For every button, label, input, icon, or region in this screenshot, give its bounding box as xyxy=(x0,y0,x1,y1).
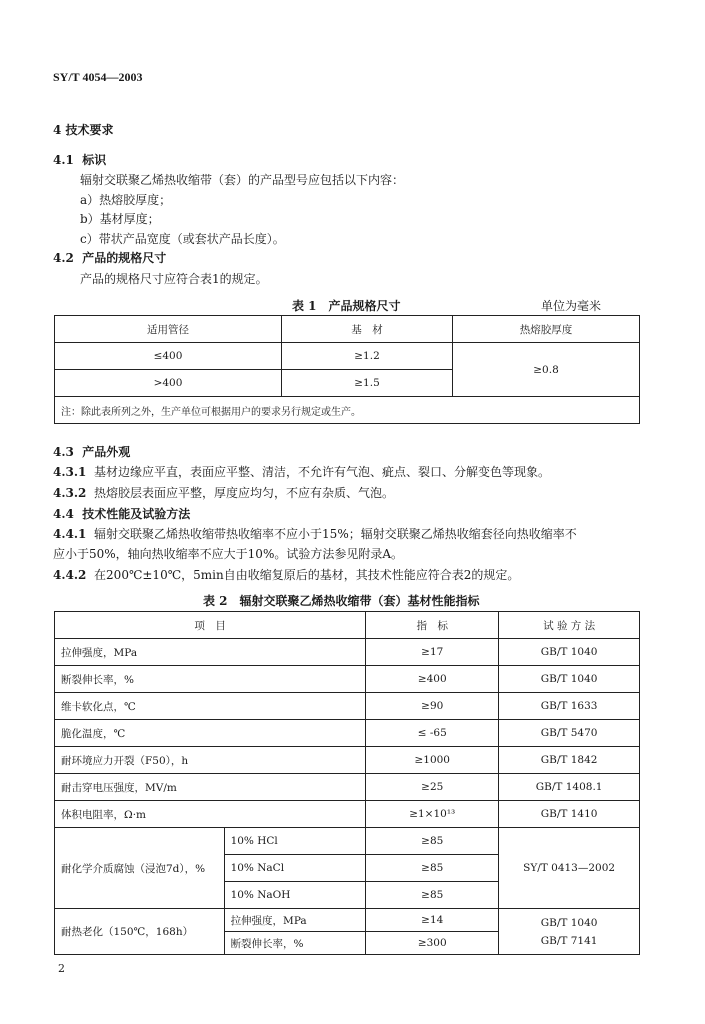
table1-note: 注：除此表所列之外，生产单位可根据用户的要求另行规定或生产。 xyxy=(55,397,640,424)
table-header: 适用管径 xyxy=(55,316,282,343)
table-cell: ≥14 xyxy=(366,909,499,932)
table-cell: ≥17 xyxy=(366,639,499,666)
table-cell: ≥90 xyxy=(366,693,499,720)
section-title: 产品的规格尺寸 xyxy=(82,251,167,265)
paragraph-4-4-1-cont: 应小于50%，轴向热收缩率不应大于10%。试验方法参见附录A。 xyxy=(53,547,404,561)
table-cell: 体积电阻率，Ω·m xyxy=(55,801,366,828)
table-cell: 耐击穿电压强度，MV/m xyxy=(55,774,366,801)
table-header: 基 材 xyxy=(282,316,453,343)
table-cell: ≥1×10¹³ xyxy=(366,801,499,828)
table-cell: ≥85 xyxy=(366,855,499,882)
table-cell: 脆化温度，℃ xyxy=(55,720,366,747)
table-cell: GB/T 1408.1 xyxy=(499,774,640,801)
section-4-title: 4 技术要求 xyxy=(53,123,114,137)
section-number: 4.2 xyxy=(53,251,74,265)
table1-unit: 单位为毫米 xyxy=(541,299,602,313)
section-title: 技术性能及试验方法 xyxy=(82,507,191,521)
table-header: 项 目 xyxy=(55,612,366,639)
table-cell: >400 xyxy=(55,370,282,397)
table-cell: ≥1.5 xyxy=(282,370,453,397)
table-cell: ≤400 xyxy=(55,343,282,370)
table-cell: GB/T 1410 xyxy=(499,801,640,828)
table1-caption: 表 1 产品规格尺寸 xyxy=(292,299,401,313)
paragraph-4-3-2 xyxy=(53,484,394,501)
list-item: a）热熔胶厚度； xyxy=(80,193,172,207)
section-number: 4.4 xyxy=(53,507,74,521)
method-line: GB/T 1040 xyxy=(540,916,598,929)
method-line: GB/T 7141 xyxy=(540,934,598,947)
section-title: 标识 xyxy=(82,153,107,167)
table-cell: 断裂伸长率，% xyxy=(55,666,366,693)
section-4-2-heading xyxy=(53,249,166,266)
table-cell: GB/T 1040 xyxy=(499,666,640,693)
section-4-1-heading xyxy=(53,151,106,168)
page-number: 2 xyxy=(58,962,65,975)
paragraph-4-4-2 xyxy=(53,566,519,583)
list-item: b）基材厚度； xyxy=(80,212,160,226)
table-cell: 10% NaCl xyxy=(224,855,366,882)
section-4-2-text: 产品的规格尺寸应符合表1的规定。 xyxy=(80,272,268,286)
table-cell: ≥400 xyxy=(366,666,499,693)
table-cell: 拉伸强度，MPa xyxy=(55,639,366,666)
table-cell: 拉伸强度，MPa xyxy=(224,909,366,932)
paragraph-text: 热熔胶层表面应平整，厚度应均匀，不应有杂质、气泡。 xyxy=(94,486,395,500)
doc-id: SY/T 4054—2003 xyxy=(53,70,143,84)
table-cell: GB/T 1633 xyxy=(499,693,640,720)
table-header: 指 标 xyxy=(366,612,499,639)
paragraph-text: 辐射交联聚乙烯热收缩带热收缩率不应小于15%；辐射交联聚乙烯热收缩套径向热收缩率不 xyxy=(94,527,577,541)
table-cell: GB/T 5470 xyxy=(499,720,640,747)
table2 xyxy=(54,611,640,955)
table-cell: ≥85 xyxy=(366,882,499,909)
section-4-4-heading xyxy=(53,505,190,522)
table-cell: ≤ -65 xyxy=(366,720,499,747)
section-number: 4.3.1 xyxy=(53,465,87,479)
section-number: 4.4.1 xyxy=(53,527,87,541)
list-item: c）带状产品宽度（或套状产品长度）。 xyxy=(80,232,285,246)
table-cell: 10% HCl xyxy=(224,828,366,855)
table-cell: ≥300 xyxy=(366,932,499,955)
table-cell: ≥25 xyxy=(366,774,499,801)
section-4-1-intro: 辐射交联聚乙烯热收缩带（套）的产品型号应包括以下内容： xyxy=(80,173,405,187)
table2-caption: 表 2 辐射交联聚乙烯热收缩带（套）基材性能指标 xyxy=(203,594,480,608)
table-cell: 断裂伸长率，% xyxy=(224,932,366,955)
table-header: 试 验 方 法 xyxy=(499,612,640,639)
table-header: 热熔胶厚度 xyxy=(453,316,640,343)
section-title: 产品外观 xyxy=(82,445,131,459)
table-cell: ≥0.8 xyxy=(453,343,640,397)
table-cell: GB/T 1842 xyxy=(499,747,640,774)
table-cell: 维卡软化点，℃ xyxy=(55,693,366,720)
table-cell xyxy=(499,909,640,955)
section-number: 4.4.2 xyxy=(53,568,87,582)
table-cell: ≥1.2 xyxy=(282,343,453,370)
table-cell: 耐环境应力开裂（F50），h xyxy=(55,747,366,774)
table-cell: ≥1000 xyxy=(366,747,499,774)
table-cell: SY/T 0413—2002 xyxy=(499,828,640,909)
table-cell: GB/T 1040 xyxy=(499,639,640,666)
paragraph-4-3-1 xyxy=(53,463,550,480)
section-number: 4.3.2 xyxy=(53,486,87,500)
paragraph-text: 基材边缘应平直，表面应平整、清洁，不允许有气泡、疵点、裂口、分解变色等现象。 xyxy=(94,465,551,479)
paragraph-4-4-1 xyxy=(53,525,577,542)
table1 xyxy=(54,315,640,424)
table-cell: 耐热老化（150℃，168h） xyxy=(55,909,225,955)
section-number: 4.1 xyxy=(53,153,74,167)
table-cell: 耐化学介质腐蚀（浸泡7d），% xyxy=(55,828,225,909)
paragraph-text: 在200℃±10℃，5min自由收缩复原后的基材，其技术性能应符合表2的规定。 xyxy=(94,568,520,582)
section-4-3-heading xyxy=(53,443,130,460)
table-cell: ≥85 xyxy=(366,828,499,855)
section-number: 4.3 xyxy=(53,445,74,459)
table-cell: 10% NaOH xyxy=(224,882,366,909)
